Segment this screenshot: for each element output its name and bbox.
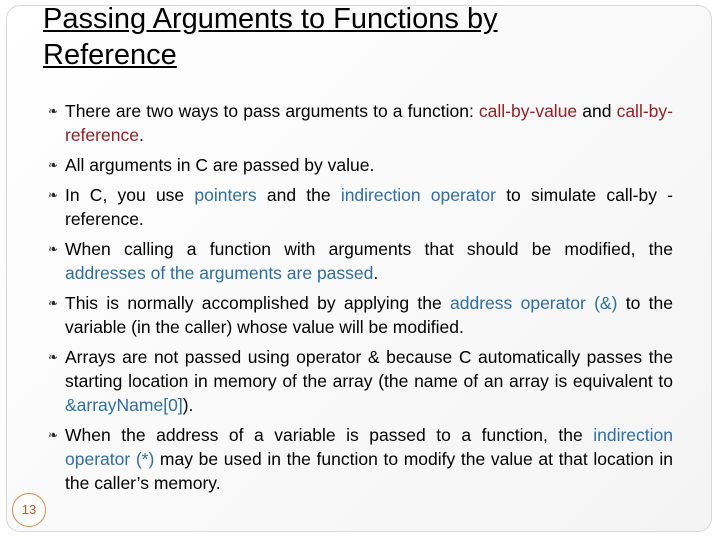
- highlighted-term: pointers: [194, 185, 257, 205]
- bullet-text: Arrays are not passed using operator & because C automatically passes the starting location in memory of the array (the name of an array is equivalent to: [65, 347, 673, 391]
- bullet-item: [48, 183, 673, 231]
- highlighted-term: address operator (&): [450, 293, 618, 313]
- bullet-text: to simulate call-by -reference.: [65, 185, 673, 229]
- bullet-text: In C, you use: [65, 185, 195, 205]
- swirl-bullet-icon: ❧: [48, 296, 59, 310]
- bullet-item: [48, 291, 673, 339]
- swirl-bullet-icon: ❧: [48, 428, 59, 442]
- bullet-text: There are two ways to pass arguments to a function:: [65, 101, 479, 121]
- swirl-bullet-icon: ❧: [48, 350, 59, 364]
- bullet-text: ).: [182, 395, 194, 415]
- slide-title: [43, 1, 498, 73]
- highlighted-term: call-by-value: [478, 101, 578, 121]
- bullet-text: to the variable (in the caller) whose value will be modified.: [65, 293, 673, 337]
- swirl-bullet-icon: ❧: [48, 104, 59, 118]
- highlighted-term: indirection operator (*): [65, 425, 673, 469]
- bullet-item: [48, 423, 673, 495]
- highlighted-term: call-by-reference: [65, 101, 673, 145]
- bullet-item: [48, 237, 673, 285]
- bullet-text: and: [577, 101, 617, 121]
- bullet-text: When the address of a variable is passed to a function, the: [65, 425, 594, 445]
- title-line-1: Passing Arguments to Functions by: [43, 3, 498, 35]
- bullet-text: and the: [256, 185, 341, 205]
- highlighted-term: &arrayName[0]: [65, 395, 183, 415]
- bullet-item: [48, 345, 673, 417]
- bullet-text: All arguments in C are passed by value.: [65, 155, 375, 175]
- bullet-item: [48, 99, 673, 147]
- bullet-text: may be used in the function to modify the value at that location in the caller’s memory.: [65, 449, 673, 493]
- bullet-text: .: [138, 125, 144, 145]
- page-number: 13: [12, 493, 46, 527]
- title-line-2: Reference: [43, 39, 177, 71]
- swirl-bullet-icon: ❧: [48, 188, 59, 202]
- highlighted-term: indirection operator: [340, 185, 496, 205]
- bullet-text: When calling a function with arguments that should be modified, the: [65, 239, 673, 259]
- bullet-text: This is normally accomplished by applying the: [65, 293, 451, 313]
- bullet-item: [48, 153, 673, 177]
- highlighted-term: addresses of the arguments are passed: [65, 263, 374, 283]
- bullet-list: [48, 99, 673, 501]
- swirl-bullet-icon: ❧: [48, 242, 59, 256]
- swirl-bullet-icon: ❧: [48, 158, 59, 172]
- bullet-text: .: [373, 263, 379, 283]
